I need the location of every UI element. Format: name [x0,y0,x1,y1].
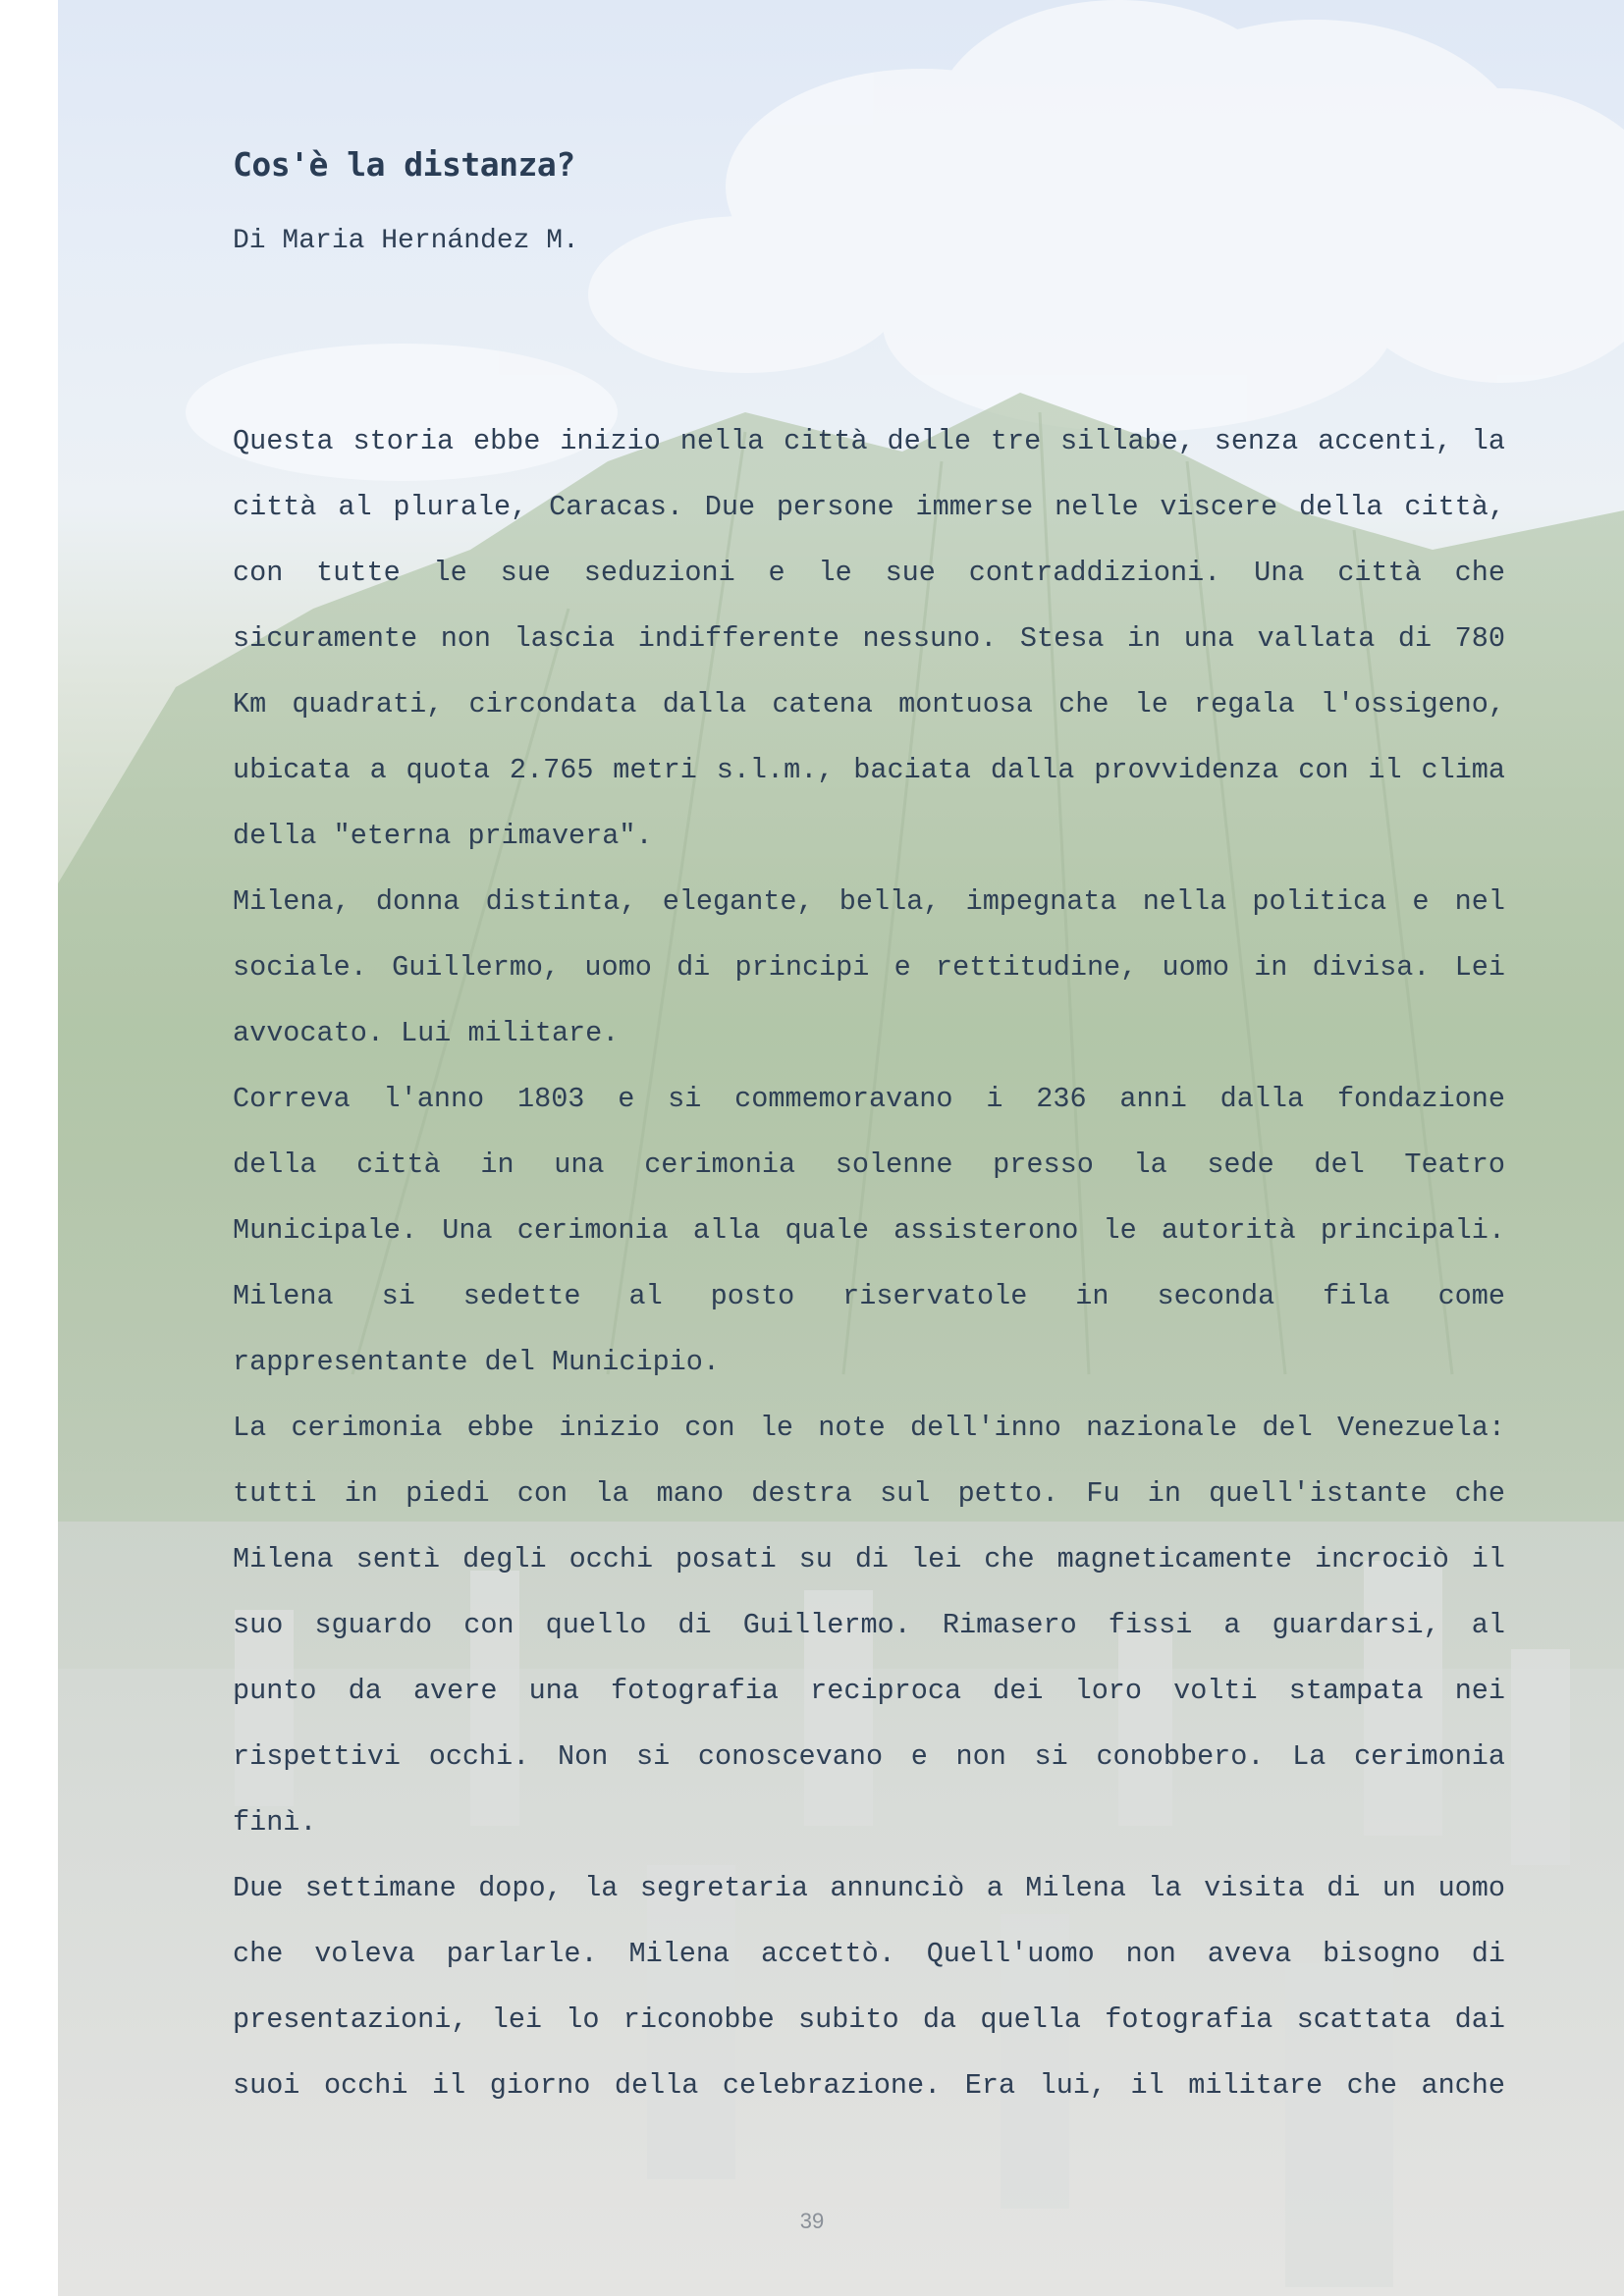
text-line: sicuramente non lascia indifferente nessuno. Stesa in una vallata di 780 [233,622,1505,655]
text-line: Municipale. Una cerimonia alla quale assisterono le autorità principali. [233,1214,1505,1247]
text-line: tutti in piedi con la mano destra sul petto. Fu in quell'istante che [233,1477,1505,1510]
text-line: presentazioni, lei lo riconobbe subito da quella fotografia scattata dai [233,2003,1505,2036]
text-line: della città in una cerimonia solenne presso la sede del Teatro [233,1148,1505,1181]
text-line: con tutte le sue seduzioni e le sue contraddizioni. Una città che [233,557,1505,589]
text-line: avvocato. Lui militare. [233,1017,620,1049]
text-line: punto da avere una fotografia reciproca dei loro volti stampata nei [233,1675,1505,1707]
text-line: ubicata a quota 2.765 metri s.l.m., baciata dalla provvidenza con il clima [233,754,1505,786]
text-line: Milena sentì degli occhi posati su di lei che magneticamente incrociò il [233,1543,1505,1575]
page-margin [0,0,58,2296]
article-author: Di Maria Hernández M. [233,226,579,256]
text-line: suo sguardo con quello di Guillermo. Rimasero fissi a guardarsi, al [233,1609,1505,1641]
text-line: sociale. Guillermo, uomo di principi e rettitudine, uomo in divisa. Lei [233,951,1505,984]
text-line: Milena si sedette al posto riservatole in seconda fila come [233,1280,1505,1312]
text-line: città al plurale, Caracas. Due persone immerse nelle viscere della città, [233,491,1505,523]
text-line: Due settimane dopo, la segretaria annunciò a Milena la visita di un uomo [233,1872,1505,1904]
text-line: suoi occhi il giorno della celebrazione. Era lui, il militare che anche [233,2069,1505,2102]
text-line: della "eterna primavera". [233,820,653,852]
article-body [233,416,1505,2126]
text-line: Correva l'anno 1803 e si commemoravano i 236 anni dalla fondazione [233,1083,1505,1115]
text-line: Km quadrati, circondata dalla catena montuosa che le regala l'ossigeno, [233,688,1505,721]
article-title: Cos'è la distanza? [233,145,575,184]
text-line: finì. [233,1806,317,1839]
text-line: che voleva parlarle. Milena accettò. Quell'uomo non aveva bisogno di [233,1938,1505,1970]
page-number: 39 [799,2209,825,2233]
text-line: rispettivi occhi. Non si conoscevano e non si conobbero. La cerimonia [233,1740,1505,1773]
text-line: rappresentante del Municipio. [233,1346,720,1378]
text-line: La cerimonia ebbe inizio con le note dell'inno nazionale del Venezuela: [233,1412,1505,1444]
text-line: Milena, donna distinta, elegante, bella, impegnata nella politica e nel [233,885,1505,918]
text-line: Questa storia ebbe inizio nella città delle tre sillabe, senza accenti, la [233,425,1505,457]
